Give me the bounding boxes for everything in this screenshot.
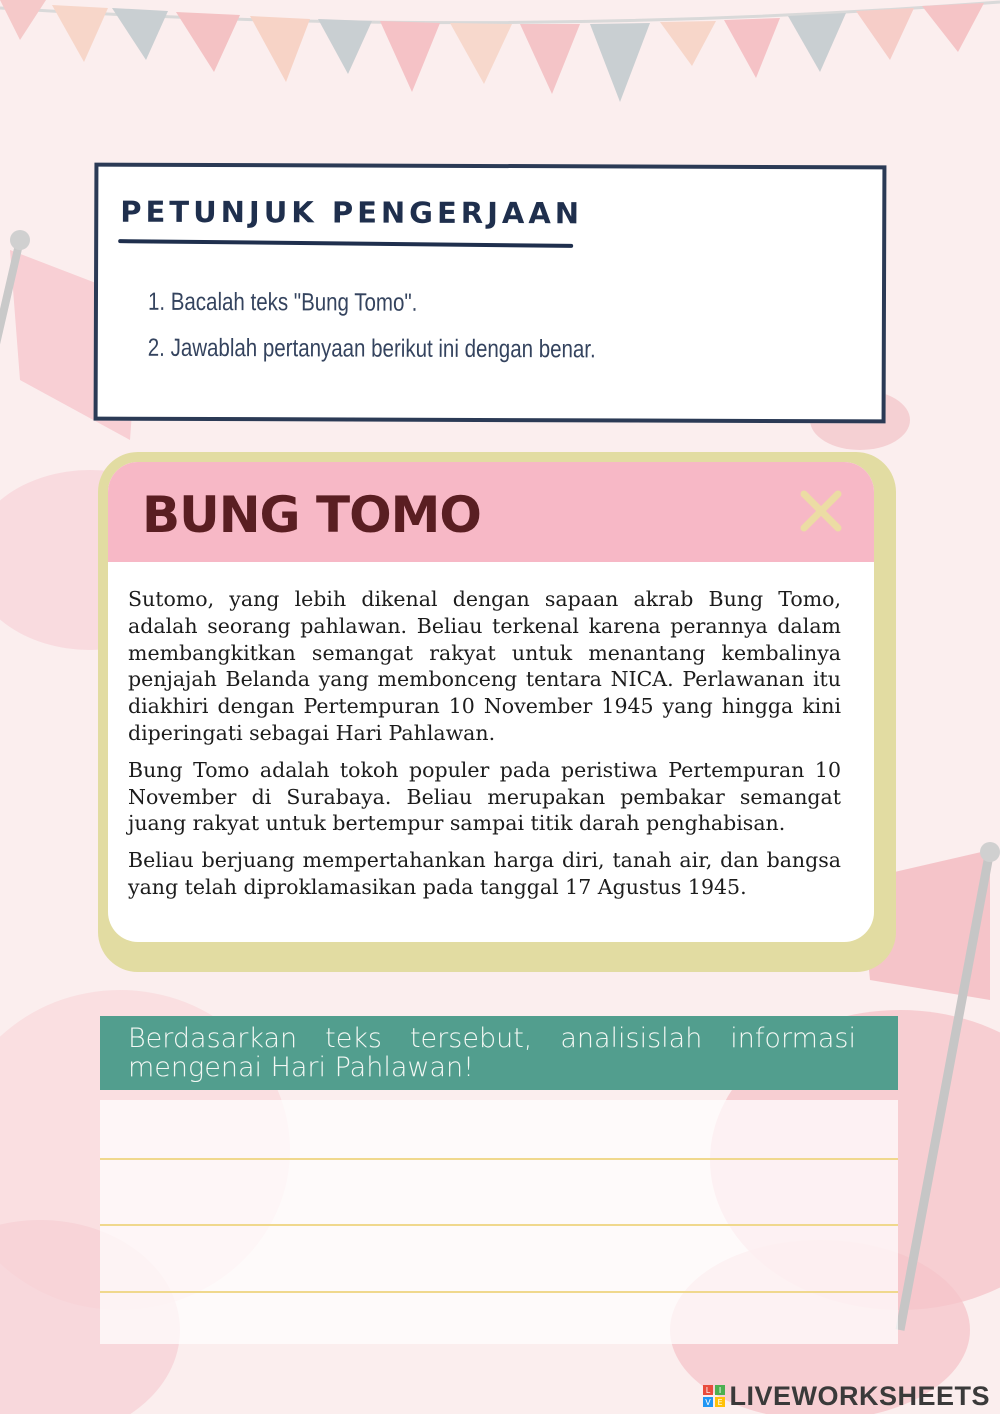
answer-line <box>100 1224 898 1226</box>
article-paragraph: Sutomo, yang lebih dikenal dengan sapaan akrab Bung Tomo, adalah seorang pahlawan. Beliau terkenal karena perannya dalam membangkitkan semangat rakyat untuk menantang kembalinya penjajah Belanda yang membonceng tentara NICA. Perlawanan itu diakhiri dengan Pertempuran 10 November 1945 yang hingga kini diperingati sebagai Hari Pahlawan. <box>128 587 841 745</box>
article-body <box>128 586 841 911</box>
liveworksheets-logo-icon <box>703 1385 725 1407</box>
article-paragraph: Bung Tomo adalah tokoh populer pada peristiwa Pertempuran 10 November di Surabaya. Beliau merupakan pembakar semangat juang rakyat untuk bertempur sampai titik darah penghabisan. <box>128 757 841 836</box>
svg-text:V: V <box>705 1398 712 1407</box>
instructions-title: PETUNJUK PENGERJAAN <box>120 194 584 231</box>
answer-input[interactable] <box>100 1100 898 1344</box>
svg-text:E: E <box>717 1398 723 1407</box>
question-bar <box>100 1016 898 1090</box>
article-header <box>108 462 874 562</box>
watermark-text: LIVEWORKSHEETS <box>729 1380 990 1411</box>
instructions-underline <box>118 239 573 248</box>
article-paragraph: Beliau berjuang mempertahankan harga diri, tanah air, dan bangsa yang telah diproklamasikan pada tanggal 17 Agustus 1945. <box>128 848 841 899</box>
question-text: Berdasarkan teks tersebut, analisislah informasi mengenai Hari Pahlawan! <box>128 1023 856 1083</box>
svg-text:L: L <box>706 1386 711 1395</box>
bunting-flags-icon <box>0 0 984 102</box>
instruction-item: 1. Bacalah teks "Bung Tomo". <box>147 287 418 317</box>
article-title: BUNG TOMO <box>142 486 481 544</box>
instruction-item: 2. Jawablah pertanyaan berikut ini dengan benar. <box>147 333 596 364</box>
svg-text:I: I <box>719 1386 722 1395</box>
instructions-list <box>148 279 695 373</box>
article-card <box>108 462 874 942</box>
answer-line <box>100 1291 898 1293</box>
liveworksheets-watermark <box>703 1382 990 1410</box>
instructions-box <box>94 163 887 424</box>
answer-line <box>100 1158 898 1160</box>
close-icon <box>796 486 846 536</box>
